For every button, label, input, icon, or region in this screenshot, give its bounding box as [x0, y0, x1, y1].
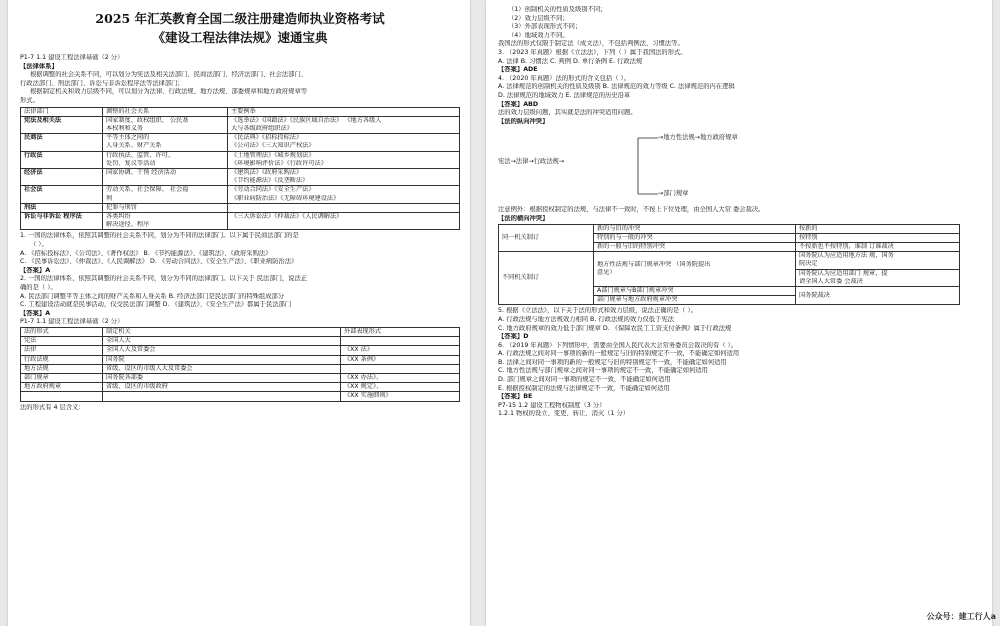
table-row [499, 252, 960, 269]
table-cell: A部门规章与B部门规章冲突 [594, 286, 796, 295]
table-row [21, 383, 460, 392]
table-cell: 解决途径、程序 [106, 221, 150, 229]
table-cell: 同一机关制订 [499, 224, 594, 252]
table-header-row [21, 327, 460, 336]
question-2-options: C. 工程建设活动就是民事活动，仅受民法部门调整 D. 《建筑法》、《安全生产法》都属于民法部门 [20, 301, 292, 309]
table-cell: 地方性法规与部门规章冲突 （国务院提出 [597, 260, 711, 268]
paragraph: 形式。 [20, 96, 39, 104]
table-cell: 人身关系、财产关系 [106, 142, 162, 150]
question-6: 6. （2019 年真题）下列情形中，需要由全国人民代表大会常务委员会裁决的有（ ）。 [498, 341, 737, 349]
question-5-answer: 【答案】D [498, 333, 529, 341]
table-cell: 《XX 实施细则》 [341, 392, 460, 401]
table-row [21, 186, 460, 203]
table-cell: 地方政府规章 [21, 383, 103, 392]
table-cell: 按新的 [796, 224, 960, 233]
table-cell: 《XX 条例》 [341, 355, 460, 364]
question-2-blank: 确的是（ ）。 [20, 283, 57, 291]
law-form-table [20, 327, 460, 402]
table-cell: 地方法规 [21, 364, 103, 373]
table-cell: 国务院认为应适用地方法 规，国务 [799, 252, 894, 260]
question-4-options: A. 法律规范的创制机关的性质及级别 B. 法律规范的效力等级 C. 法律规范的内在逻辑 [498, 83, 735, 91]
table-cell: 平等主体之间的 [106, 134, 150, 142]
table-cell: 新的一般与旧的特别冲突 [594, 242, 796, 251]
list-item: （2）效力层级不同； [508, 14, 569, 22]
table-header-row [21, 107, 460, 116]
table-cell: 院决定 [799, 260, 818, 268]
section-header: P7-15 1.2 建设工程物权制度（3 分） [498, 401, 606, 409]
question-6-option: A. 行政法规之间对同一事项的新的一般规定与旧的特别规定不一致，不能确定如何适用 [498, 350, 740, 358]
diagram-hierarchy: 宪法→法律→行政法规→ [498, 158, 565, 166]
table-cell: 国家协调、干预 经济活动 [106, 168, 177, 176]
question-5-options: A. 行政法规与地方法规效力相同 B. 行政法规的效力仅低于宪法 [498, 315, 674, 323]
table-cell: 处罚、复议等活动 [106, 159, 156, 167]
table-cell: 劳动关系、社会保障、 社会福 [106, 186, 189, 194]
table-cell: 《XX 规定》、 [341, 383, 460, 392]
table-row [21, 134, 460, 151]
table-header-cell: 主要例举 [228, 107, 460, 116]
table-cell: 全国人大 [103, 337, 341, 346]
table-cell: 本权利和义务 [106, 124, 144, 132]
question-1: 1. 一国的法律体系，依照其调整的社会关系不同，划分为不同的法律部门。以下属于民商法部门的是 [20, 232, 299, 240]
question-1-options: A. 《招标投标法》、《公司法》、《著作权法》 B. 《节约能源法》、《建筑法》、《政府采购法》 [20, 249, 272, 257]
law-department-table [20, 107, 460, 231]
table-cell: 犯罪与刑罚 [106, 203, 137, 211]
question-4-answer: 【答案】ABD [498, 100, 539, 108]
table-cell: 社会法 [21, 186, 103, 203]
diagram-branch-local: →地方性法规→地方政府规章 [658, 134, 738, 142]
table-row [21, 116, 460, 133]
section-label: 【法的纵向冲突】 [498, 117, 549, 125]
table-cell: 宪法及相关法 [21, 116, 103, 133]
table-header-cell: 法律部门 [21, 107, 103, 116]
table-cell: 《三大诉讼法》《仲裁法》《人民调解法》 [231, 213, 343, 220]
paragraph: 行政法部门、刑法部门、诉讼与非诉讼程序法等法律部门； [20, 79, 184, 87]
note: 注意例外：根据授权制定的法规，与法律不一致时，不按上下位处理，由全国人大常 委会裁决。 [498, 206, 765, 214]
table-cell [341, 337, 460, 346]
table-cell: 全国人大及常委会 [103, 346, 341, 355]
table-cell: 经济法 [21, 168, 103, 185]
table-row [21, 337, 460, 346]
left-page [8, 0, 470, 626]
table-cell: 民商法 [21, 134, 103, 151]
document-title: 2025 年汇英教育全国二级注册建造师执业资格考试 [95, 11, 385, 26]
question-5: 5. 根据《立法法》，以下关于法的形式和效力层级，说法正确的是（ ）。 [498, 307, 697, 315]
question-6-option: D. 部门规章之间对同一事项的规定不一致，不能确定如何适用 [498, 376, 671, 384]
question-6-answer: 【答案】BE [498, 393, 533, 401]
subsection-header: 1.2.1 物权的设立、变更、转让、消灭（1 分） [498, 410, 630, 418]
table-cell: 按特别 [796, 233, 960, 242]
table-cell [341, 364, 460, 373]
question-3: 3. （2023 年真题）根据《立法法》，下列（ ）属于我国法的形式。 [498, 48, 687, 56]
table-row [21, 364, 460, 373]
vertical-conflict-diagram [498, 128, 982, 202]
table-cell: 《环境影响评价法》《行政许可法》 [231, 159, 327, 167]
table-row [21, 168, 460, 185]
table-header-cell: 外部表现形式 [341, 327, 460, 336]
table-row [21, 203, 460, 212]
table-cell: 《职业病防治法》《无障碍环境建设法》 [231, 194, 340, 202]
table-row [21, 355, 460, 364]
table-cell: 意见） [597, 269, 616, 277]
diagram-branch-ministry: →部门规章 [658, 190, 689, 198]
question-4: 4. （2020 年真题）法的形式的含义包括（ ）。 [498, 74, 630, 82]
question-3-options: A. 法律 B. 习惯法 C. 判例 D. 单行条例 E. 行政法规 [498, 57, 643, 65]
table-header-cell: 法的形式 [21, 327, 103, 336]
table-row [21, 346, 460, 355]
table-row [21, 392, 460, 401]
table-row [21, 213, 460, 230]
question-6-option: B. 法律之间对同一事项的新的一般规定与旧的特别规定不一致，不能确定如何适用 [498, 358, 727, 366]
paragraph: 法的形式有 4 层含义： [20, 403, 85, 411]
list-item: （3）外部表现形式不同； [508, 23, 582, 31]
table-cell: 特别的与一般的冲突 [594, 233, 796, 242]
table-cell: 《XX 法》 [341, 346, 460, 355]
table-cell: 大与各级政府组织法》 [231, 124, 293, 132]
question-6-option: E. 根据授权制定的法规与法律规定不一致，不能确定如何适用 [498, 384, 670, 392]
table-cell: 利 [106, 194, 113, 202]
list-item: （1）创制机关的性质及级别不同； [508, 6, 607, 13]
section-header: P1-7 1.1 建设工程法律基础（2 分） [20, 318, 124, 326]
question-5-options: C. 地方政府规章的效力低于部门规章 D. 《保障农民工工资支付条例》属于行政法规 [498, 324, 732, 332]
question-2-answer: 【答案】A [20, 309, 51, 317]
table-header-cell: 调整的社会关系 [103, 107, 228, 116]
paragraph: 法的效力层级问题，其实就是法的冲突适用问题。 [498, 109, 637, 117]
question-2-options: A. 民法部门调整平等主体之间的财产关系和人身关系 B. 经济法部门是民法部门的特殊组成部分 [20, 292, 285, 300]
table-cell: 新的与旧的冲突 [594, 224, 796, 233]
footer-watermark: 公众号：建工行人a [926, 612, 996, 621]
paragraph: 根据调整的社会关系不同，可以划分为宪法及相关法部门、民商法部门、经济法部门、社会法部门、 [30, 71, 308, 79]
question-4-options: D. 法律规范的地域效力 E. 法律规范的历史沿革 [498, 91, 631, 99]
table-cell: 不同机关制订 [499, 252, 594, 305]
question-2: 2. 一国的法律体系，依照其调整的社会关系不同，划分为不同的法律部门。以下关于 民法部门，说法正 [20, 275, 308, 283]
table-cell: 行政法 [21, 151, 103, 168]
table-cell: 《建筑法》《政府采购法》 [231, 168, 303, 176]
question-3-answer: 【答案】ADE [498, 66, 538, 74]
table-cell: 诉讼与非诉讼 程序法 [21, 213, 103, 230]
table-cell: 法律 [21, 346, 103, 355]
table-cell: 宪法 [21, 337, 103, 346]
table-cell: 行政执法、监管、许可、 [106, 151, 175, 159]
table-cell: 刑法 [21, 203, 103, 212]
table-cell: 省级、设区的市级人大及常委会 [103, 364, 341, 373]
paragraph: 我国法的形式仅限于制定法（成文法），不包括判例法、习惯法等。 [498, 40, 684, 48]
table-cell: 部门规章 [21, 373, 103, 382]
list-item: （4）地域效力不同。 [508, 31, 569, 39]
table-header-cell: 制定机关 [103, 327, 341, 336]
right-page [486, 0, 992, 626]
table-cell: 《节约能源法》《反垄断法》 [231, 177, 309, 185]
question-6-option: C. 地方性法规与部门规章之间对同一事项的规定不一致，不能确定如何适用 [498, 367, 708, 375]
table-cell: 《公司法》《三大知识产权法》 [231, 142, 315, 150]
table-cell: 《选举法》《国籍法》《民族区域自治法》 《地方各级人 [231, 116, 382, 124]
table-cell: 行政法规 [21, 355, 103, 364]
table-cell: 《劳动合同法》《安全生产法》 [231, 186, 315, 194]
table-row [21, 151, 460, 168]
table-cell: 国务院认为应适用部门 规章，提 [799, 269, 888, 277]
table-cell: 《XX 办法》、 [341, 373, 460, 382]
table-cell: 国务院各部委 [103, 373, 341, 382]
section-label: 【法的横向冲突】 [498, 214, 549, 222]
table-cell: 国务院 [103, 355, 341, 364]
question-1-answer: 【答案】A [20, 266, 51, 274]
table-row [21, 373, 460, 382]
paragraph: 根据制定机关和效力层级不同，可以划分为法律、行政法规、地方法规、部委规章和地方政府规章等 [30, 88, 308, 96]
table-cell: 各类纠纷 [106, 213, 131, 220]
document-subtitle: 《建设工程法律法规》速通宝典 [152, 30, 328, 45]
table-cell: 部门规章与地方政府规章冲突 [594, 296, 796, 305]
question-1-blank: （ ）。 [30, 241, 48, 248]
table-cell: 《土地管理法》《城乡规划法》 [231, 151, 315, 159]
table-cell: 请全国人大常委 会裁决 [799, 277, 863, 285]
table-cell: 不按新也不按特别，谁制 订谁裁决 [796, 242, 960, 251]
section-label: 【法律体系】 [20, 62, 58, 70]
table-cell: 国家制度、政权组织、 公民基 [106, 116, 189, 124]
table-cell: 省级、设区的市级政府 [103, 383, 341, 392]
table-row [499, 224, 960, 233]
table-cell: 国务院裁决 [796, 286, 960, 304]
horizontal-conflict-table [498, 224, 960, 306]
section-header: P1-7 1.1 建设工程法律基础（2 分） [20, 54, 124, 61]
table-cell: 《民法典》《招标投标法》 [231, 134, 303, 142]
question-1-options: C. 《民事诉讼法》、《仲裁法》、《人民调解法》 D. 《劳动合同法》、《安全生产法》、《职业病防治法》 [20, 258, 298, 266]
